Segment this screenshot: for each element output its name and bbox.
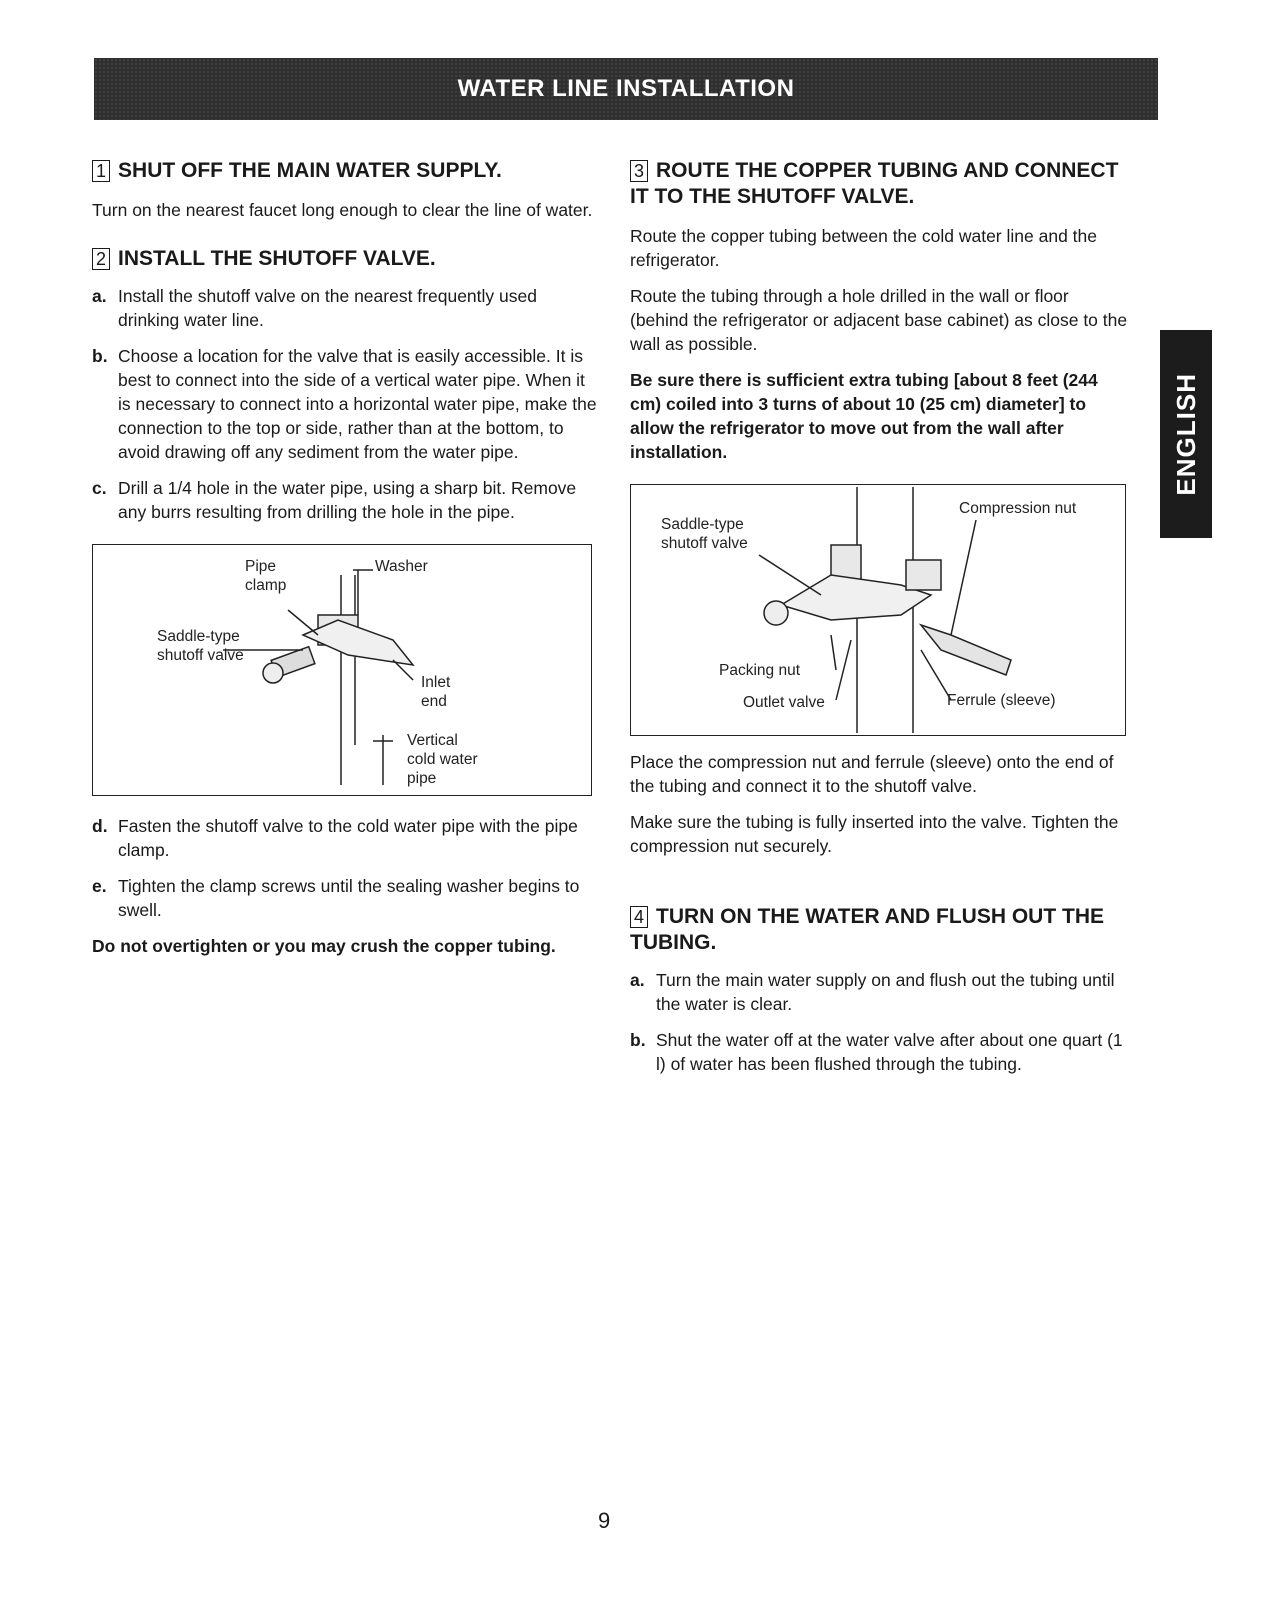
step4-heading (630, 904, 1130, 956)
page-header-banner (94, 58, 1158, 120)
step3-heading (630, 158, 1130, 210)
step1-title: SHUT OFF THE MAIN WATER SUPPLY. (118, 159, 502, 182)
item-label: b. (630, 1030, 646, 1050)
saddle-valve-label: Saddle-type shutoff valve (157, 628, 244, 664)
item-text: Fasten the shutoff valve to the cold water pipe with the pipe clamp. (118, 816, 578, 860)
step1-number: 1 (92, 160, 110, 182)
saddle-valve-label: Saddle-type shutoff valve (661, 516, 748, 552)
step4-title: TURN ON THE WATER AND FLUSH OUT THE TUBING. (630, 905, 1104, 954)
language-tab (1160, 330, 1212, 538)
step2-number: 2 (92, 248, 110, 270)
step2-item-e (92, 874, 602, 922)
step2-item-a (92, 284, 602, 332)
page-title: WATER LINE INSTALLATION (457, 75, 795, 102)
left-column (92, 158, 602, 958)
item-label: c. (92, 478, 107, 498)
item-label: d. (92, 816, 108, 836)
packing-nut-label: Packing nut (719, 662, 800, 679)
item-text: Install the shutoff valve on the nearest frequently used drinking water line. (118, 286, 537, 330)
step3-title: ROUTE THE COPPER TUBING AND CONNECT IT TO THE SHUTOFF VALVE. (630, 159, 1119, 208)
step3-para1: Route the copper tubing between the cold water line and the refrigerator. (630, 226, 1097, 270)
item-text: Choose a location for the valve that is easily accessible. It is best to connect into the side of a vertical water pipe. When it is necessary to connect into a horizontal water pipe, make the connection to the top or side, rather than at the bottom, to avoid drawing off any sediment from the water pipe. (118, 346, 597, 462)
step4-number: 4 (630, 906, 648, 928)
shutoff-valve-figure (92, 544, 592, 796)
ferrule-label: Ferrule (sleeve) (947, 692, 1056, 709)
item-label: a. (92, 286, 107, 306)
item-label: b. (92, 346, 108, 366)
shutoff-valve-illustration (93, 545, 591, 795)
step1-text: Turn on the nearest faucet long enough to clear the line of water. (92, 200, 593, 220)
right-column (630, 158, 1130, 1076)
step3-para3: Place the compression nut and ferrule (sleeve) onto the end of the tubing and connect it to the shutoff valve. (630, 752, 1114, 796)
pipe-clamp-label: Pipe clamp (245, 558, 287, 594)
compression-nut-label: Compression nut (959, 500, 1077, 517)
step4-item-b (630, 1028, 1130, 1076)
item-label: e. (92, 876, 107, 896)
step2-item-b (92, 344, 602, 464)
overtighten-warning: Do not overtighten or you may crush the copper tubing. (92, 936, 556, 956)
step1-heading (92, 158, 602, 184)
outlet-valve-label: Outlet valve (743, 694, 825, 711)
step3-tubing-note: Be sure there is sufficient extra tubing [about 8 feet (244 cm) coiled into 3 turns of about 10 (25 cm) diameter] to allow the refrigerator to move out from the wall after installation. (630, 370, 1098, 462)
step2-item-d (92, 814, 602, 862)
washer-label: Washer (375, 558, 428, 575)
item-text: Shut the water off at the water valve after about one quart (1 l) of water has been flushed through the tubing. (656, 1030, 1123, 1074)
page-number: 9 (598, 1508, 611, 1533)
step4-item-a (630, 968, 1130, 1016)
language-tab-label: ENGLISH (1170, 372, 1201, 496)
step2-item-c (92, 476, 602, 524)
step3-para4: Make sure the tubing is fully inserted into the valve. Tighten the compression nut securely. (630, 812, 1119, 856)
item-text: Tighten the clamp screws until the sealing washer begins to swell. (118, 876, 580, 920)
item-text: Drill a 1/4 hole in the water pipe, using a sharp bit. Remove any burrs resulting from drilling the hole in the pipe. (118, 478, 577, 522)
vertical-pipe-label: Vertical cold water pipe (407, 732, 478, 787)
item-label: a. (630, 970, 645, 990)
step2-heading (92, 246, 602, 272)
step3-para2: Route the tubing through a hole drilled in the wall or floor (behind the refrigerator or adjacent base cabinet) as close to the wall as possible. (630, 286, 1128, 354)
step2-title: INSTALL THE SHUTOFF VALVE. (118, 247, 436, 270)
inlet-end-label: Inlet end (421, 674, 451, 710)
item-text: Turn the main water supply on and flush out the tubing until the water is clear. (656, 970, 1115, 1014)
step3-number: 3 (630, 160, 648, 182)
compression-fitting-figure (630, 484, 1126, 736)
